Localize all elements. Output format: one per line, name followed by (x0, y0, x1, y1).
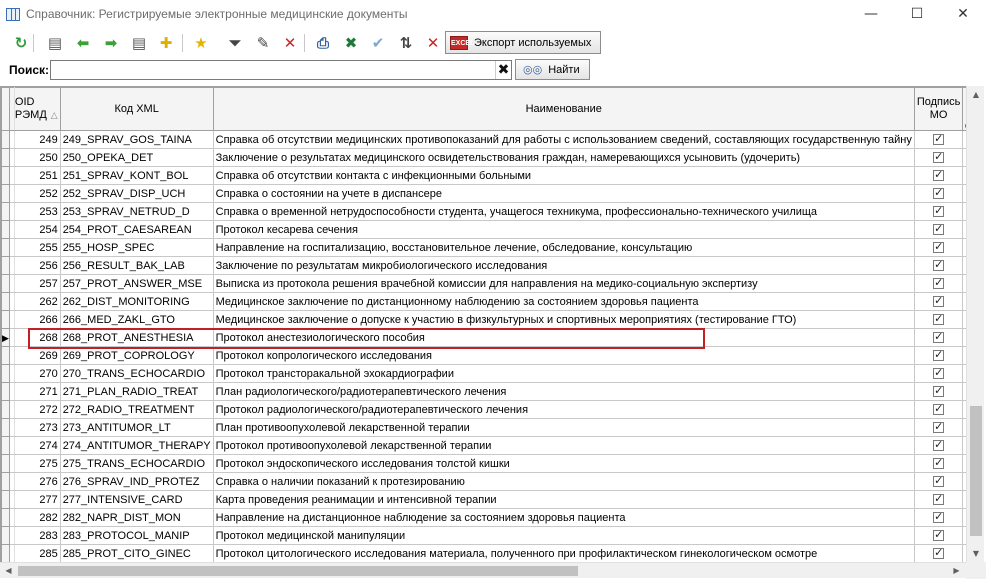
row-indicator[interactable] (2, 221, 10, 239)
sign-cell[interactable] (914, 509, 963, 527)
sign-cell[interactable] (914, 527, 963, 545)
table-row[interactable] (2, 239, 967, 257)
filter-clear-icon[interactable]: ✕ (283, 34, 297, 52)
oid-cell: 255 (14, 239, 60, 257)
code-cell: 282_NAPR_DIST_MON (60, 509, 213, 527)
name-cell: Протокол кесарева сечения (213, 221, 914, 239)
table-row[interactable] (2, 167, 967, 185)
code-cell: 251_SPRAV_KONT_BOL (60, 167, 213, 185)
toolbar-separator (33, 34, 34, 52)
sign-cell[interactable] (914, 401, 963, 419)
row-indicator[interactable] (2, 509, 10, 527)
sign-cell[interactable] (914, 167, 963, 185)
row-indicator-header (2, 88, 10, 131)
oid-cell: 274 (14, 437, 60, 455)
oid-cell: 270 (14, 365, 60, 383)
sign-cell[interactable] (914, 347, 963, 365)
oid-cell: 275 (14, 455, 60, 473)
code-cell: 252_SPRAV_DISP_UCH (60, 185, 213, 203)
horizontal-scrollbar[interactable] (0, 562, 966, 578)
row-indicator[interactable] (2, 311, 10, 329)
name-cell: Справка о временной нетрудоспособности студента, учащегося техникума, профессионально-технического училища (213, 203, 914, 221)
sign-cell[interactable] (914, 293, 963, 311)
table-row[interactable] (2, 221, 967, 239)
oid-cell: 256 (14, 257, 60, 275)
sort-asc-icon: △ (50, 110, 58, 121)
name-cell: Протокол противоопухолевой лекарственной терапии (213, 437, 914, 455)
arrow-left-icon[interactable]: ⬅ (76, 34, 90, 52)
code-cell: 276_SPRAV_IND_PROTEZ (60, 473, 213, 491)
sign-cell[interactable] (914, 473, 963, 491)
code-cell: 275_TRANS_ECHOCARDIO (60, 455, 213, 473)
row-indicator[interactable] (2, 383, 10, 401)
name-cell: Медицинское заключение по дистанционному наблюдению за состоянием здоровья пациента (213, 293, 914, 311)
binoculars-icon: ◎◎ (523, 63, 543, 76)
oid-cell: 268 (14, 329, 60, 347)
horizontal-scroll-thumb[interactable] (18, 566, 578, 576)
scroll-down-button[interactable]: ▼ (972, 549, 980, 558)
code-cell: 255_HOSP_SPEC (60, 239, 213, 257)
sign-cell[interactable] (914, 275, 963, 293)
scroll-up-button[interactable]: ▲ (972, 90, 980, 99)
name-cell: Справка об отсутствии контакта с инфекционными больными (213, 167, 914, 185)
oid-cell: 262 (14, 293, 60, 311)
name-cell: Медицинское заключение о допуске к участию в физкультурных и спортивных мероприятиях (тестирование ГТО) (213, 311, 914, 329)
code-cell: 269_PROT_COPROLOGY (60, 347, 213, 365)
name-cell: План радиологического/радиотерапевтического лечения (213, 383, 914, 401)
name-cell: Протокол копрологического исследования (213, 347, 914, 365)
sign-cell[interactable] (914, 545, 963, 563)
name-cell: Заключение по результатам микробиологического исследования (213, 257, 914, 275)
toolbar (0, 30, 986, 56)
sign-checkbox[interactable] (933, 296, 944, 307)
maximize-button[interactable]: ☐ (910, 6, 924, 22)
table-row[interactable] (2, 185, 967, 203)
table-row[interactable] (2, 293, 967, 311)
row-indicator[interactable] (2, 491, 10, 509)
row-indicator[interactable] (2, 203, 10, 221)
table-row[interactable] (2, 365, 967, 383)
sort-icon[interactable]: ⇅ (399, 34, 413, 52)
table-row[interactable] (2, 203, 967, 221)
oid-cell: 283 (14, 527, 60, 545)
name-cell: Справка о наличии показаний к протезированию (213, 473, 914, 491)
search-label: Поиск: (9, 63, 50, 77)
sign-checkbox[interactable] (933, 368, 944, 379)
find-button-label: Найти (548, 63, 580, 76)
filter-edit-icon[interactable]: ✎ (256, 34, 270, 52)
sign-cell[interactable] (914, 239, 963, 257)
name-cell: Выписка из протокола решения врачебной комиссии для направления на медико-социальную экспертизу (213, 275, 914, 293)
columns-edit-icon[interactable]: ▤ (131, 34, 147, 52)
export-used-label: Экспорт используемых (474, 36, 592, 49)
sign-checkbox[interactable] (933, 170, 944, 181)
sort-clear-icon[interactable]: ✕ (426, 34, 440, 52)
oid-cell: 249 (14, 131, 60, 149)
oid-cell: 253 (14, 203, 60, 221)
column-header-name[interactable]: Наименование (213, 88, 914, 131)
sign-checkbox[interactable] (933, 404, 944, 415)
vertical-scroll-thumb[interactable] (970, 406, 982, 536)
find-button[interactable] (515, 59, 590, 80)
code-cell: 283_PROTOCOL_MANIP (60, 527, 213, 545)
sign-checkbox[interactable] (933, 422, 944, 433)
sign-cell[interactable] (914, 131, 963, 149)
search-row (0, 57, 986, 83)
sign-cell[interactable] (914, 383, 963, 401)
table-row[interactable] (2, 257, 967, 275)
search-input[interactable] (50, 60, 512, 80)
oid-cell: 276 (14, 473, 60, 491)
window-title: Справочник: Регистрируемые электронные медицинские документы (26, 7, 408, 21)
grid-header-row (2, 88, 967, 131)
table-row[interactable] (2, 509, 967, 527)
row-indicator[interactable] (2, 275, 10, 293)
export-used-button[interactable] (445, 31, 601, 54)
sign-checkbox[interactable] (933, 188, 944, 199)
vertical-scrollbar[interactable] (966, 86, 984, 562)
oid-cell: 257 (14, 275, 60, 293)
code-cell: 254_PROT_CAESAREAN (60, 221, 213, 239)
oid-cell: 271 (14, 383, 60, 401)
code-cell: 271_PLAN_RADIO_TREAT (60, 383, 213, 401)
table-row[interactable] (2, 311, 967, 329)
oid-cell: 277 (14, 491, 60, 509)
name-cell: Направление на дистанционное наблюдение за состоянием здоровья пациента (213, 509, 914, 527)
excel-icon[interactable]: ✖ (344, 34, 358, 52)
code-cell: 257_PROT_ANSWER_MSE (60, 275, 213, 293)
column-header-oid[interactable]: OID РЭМД △ (14, 88, 60, 131)
oid-cell: 251 (14, 167, 60, 185)
row-indicator[interactable] (2, 365, 10, 383)
toolbar-separator (304, 34, 305, 52)
current-row-marker-icon: ▶ (2, 333, 9, 344)
row-indicator[interactable] (2, 455, 10, 473)
documents-grid (0, 86, 966, 562)
toolbar-separator (182, 34, 183, 52)
table-row[interactable] (2, 437, 967, 455)
oid-cell: 282 (14, 509, 60, 527)
sign-cell[interactable] (914, 365, 963, 383)
row-indicator[interactable] (2, 419, 10, 437)
sign-cell[interactable] (914, 419, 963, 437)
row-indicator[interactable] (2, 437, 10, 455)
sign-checkbox[interactable] (933, 242, 944, 253)
code-cell: 268_PROT_ANESTHESIA (60, 329, 213, 347)
sign-cell[interactable] (914, 221, 963, 239)
app-table-icon (6, 8, 20, 21)
row-indicator[interactable] (2, 293, 10, 311)
sign-cell[interactable] (914, 149, 963, 167)
sign-checkbox[interactable] (933, 386, 944, 397)
sign-checkbox[interactable] (933, 458, 944, 469)
sign-cell[interactable] (914, 311, 963, 329)
table-row[interactable] (2, 401, 967, 419)
table-row[interactable] (2, 419, 967, 437)
sign-cell[interactable] (914, 455, 963, 473)
table-row[interactable] (2, 455, 967, 473)
name-cell: Справка о состоянии на учете в диспансере (213, 185, 914, 203)
scroll-corner (966, 562, 986, 579)
print-icon[interactable]: ⎙ (316, 34, 329, 52)
sign-checkbox[interactable] (933, 350, 944, 361)
sign-checkbox[interactable] (933, 530, 944, 541)
code-cell: 256_RESULT_BAK_LAB (60, 257, 213, 275)
sign-checkbox[interactable] (933, 224, 944, 235)
name-cell: Заключение о результатах медицинского освидетельствования граждан, намеревающихся усыновить (удочерить) (213, 149, 914, 167)
code-cell: 274_ANTITUMOR_THERAPY (60, 437, 213, 455)
oid-cell: 266 (14, 311, 60, 329)
sign-checkbox[interactable] (933, 548, 944, 559)
oid-cell: 272 (14, 401, 60, 419)
add-star-icon[interactable]: ✚ (159, 34, 173, 52)
oid-cell: 252 (14, 185, 60, 203)
sign-checkbox[interactable] (933, 440, 944, 451)
sign-checkbox[interactable] (933, 278, 944, 289)
code-cell: 253_SPRAV_NETRUD_D (60, 203, 213, 221)
refresh-icon[interactable]: ↻ (14, 34, 28, 52)
table-row[interactable] (2, 131, 967, 149)
row-indicator[interactable] (2, 329, 10, 347)
table-row[interactable] (2, 329, 967, 347)
code-cell: 250_OPEKA_DET (60, 149, 213, 167)
name-cell: Протокол цитологического исследования материала, полученного при профилактическом гинекологическом осмотре (213, 545, 914, 563)
sign-checkbox[interactable] (933, 152, 944, 163)
table-row[interactable] (2, 473, 967, 491)
name-cell: Протокол трансторакальной эхокардиографии (213, 365, 914, 383)
row-indicator[interactable] (2, 185, 10, 203)
sign-cell[interactable] (914, 185, 963, 203)
oid-cell: 250 (14, 149, 60, 167)
name-cell: Протокол радиологического/радиотерапевтического лечения (213, 401, 914, 419)
filter-icon[interactable]: ⏷ (228, 34, 241, 52)
sign-checkbox[interactable] (933, 134, 944, 145)
row-indicator[interactable] (2, 239, 10, 257)
table-row[interactable] (2, 383, 967, 401)
row-indicator[interactable] (2, 545, 10, 563)
name-cell: Карта проведения реанимации и интенсивной терапии (213, 491, 914, 509)
sign-checkbox[interactable] (933, 494, 944, 505)
sign-cell[interactable] (914, 437, 963, 455)
sign-checkbox[interactable] (933, 332, 944, 343)
column-header-sign[interactable]: Подпись МО (914, 88, 963, 131)
row-indicator[interactable] (2, 149, 10, 167)
table-row[interactable] (2, 275, 967, 293)
table-row[interactable] (2, 149, 967, 167)
row-indicator[interactable] (2, 131, 10, 149)
oid-cell: 269 (14, 347, 60, 365)
table-row[interactable] (2, 491, 967, 509)
favorite-star-icon[interactable]: ★ (194, 34, 208, 52)
excel-export-icon: EXCEL (450, 36, 468, 50)
arrow-right-icon[interactable]: ➡ (104, 34, 118, 52)
code-cell: 262_DIST_MONITORING (60, 293, 213, 311)
row-indicator[interactable] (2, 257, 10, 275)
column-header-code[interactable]: Код XML (60, 88, 213, 131)
name-cell: Протокол анестезиологического пособия (213, 329, 914, 347)
title-bar (0, 0, 986, 30)
sign-cell[interactable] (914, 329, 963, 347)
row-indicator[interactable] (2, 347, 10, 365)
name-cell: Справка об отсутствии медицинских противопоказаний для работы с использованием сведений, составляющих государственную тайну (213, 131, 914, 149)
name-cell: План противоопухолевой лекарственной терапии (213, 419, 914, 437)
name-cell: Протокол медицинской манипуляции (213, 527, 914, 545)
sign-checkbox[interactable] (933, 512, 944, 523)
sign-cell[interactable] (914, 491, 963, 509)
sign-cell[interactable] (914, 203, 963, 221)
row-indicator[interactable] (2, 167, 10, 185)
code-cell: 266_MED_ZAKL_GTO (60, 311, 213, 329)
table-row[interactable] (2, 527, 967, 545)
check-icon[interactable]: ✔ (371, 34, 385, 52)
oid-cell: 273 (14, 419, 60, 437)
scroll-left-button[interactable]: ◀ (5, 566, 12, 575)
row-indicator[interactable] (2, 527, 10, 545)
code-cell: 273_ANTITUMOR_LT (60, 419, 213, 437)
oid-cell: 254 (14, 221, 60, 239)
oid-cell: 285 (14, 545, 60, 563)
sign-checkbox[interactable] (933, 314, 944, 325)
code-cell: 249_SPRAV_GOS_TAINA (60, 131, 213, 149)
name-cell: Направление на госпитализацию, восстановительное лечение, обследование, консультацию (213, 239, 914, 257)
row-indicator[interactable] (2, 473, 10, 491)
code-cell: 277_INTENSIVE_CARD (60, 491, 213, 509)
table-row[interactable] (2, 545, 967, 563)
minimize-button[interactable]: — (864, 6, 878, 22)
scroll-right-button[interactable]: ▶ (953, 566, 960, 575)
sign-checkbox[interactable] (933, 476, 944, 487)
sign-checkbox[interactable] (933, 206, 944, 217)
table-row[interactable] (2, 347, 967, 365)
sign-checkbox[interactable] (933, 260, 944, 271)
code-cell: 272_RADIO_TREATMENT (60, 401, 213, 419)
name-cell: Протокол эндоскопического исследования толстой кишки (213, 455, 914, 473)
close-button[interactable]: ✕ (957, 6, 969, 22)
code-cell: 270_TRANS_ECHOCARDIO (60, 365, 213, 383)
search-clear-icon[interactable]: ✖ (495, 61, 511, 79)
row-indicator[interactable] (2, 401, 10, 419)
sign-cell[interactable] (914, 257, 963, 275)
columns-icon[interactable]: ▤ (47, 34, 63, 52)
code-cell: 285_PROT_CITO_GINEC (60, 545, 213, 563)
